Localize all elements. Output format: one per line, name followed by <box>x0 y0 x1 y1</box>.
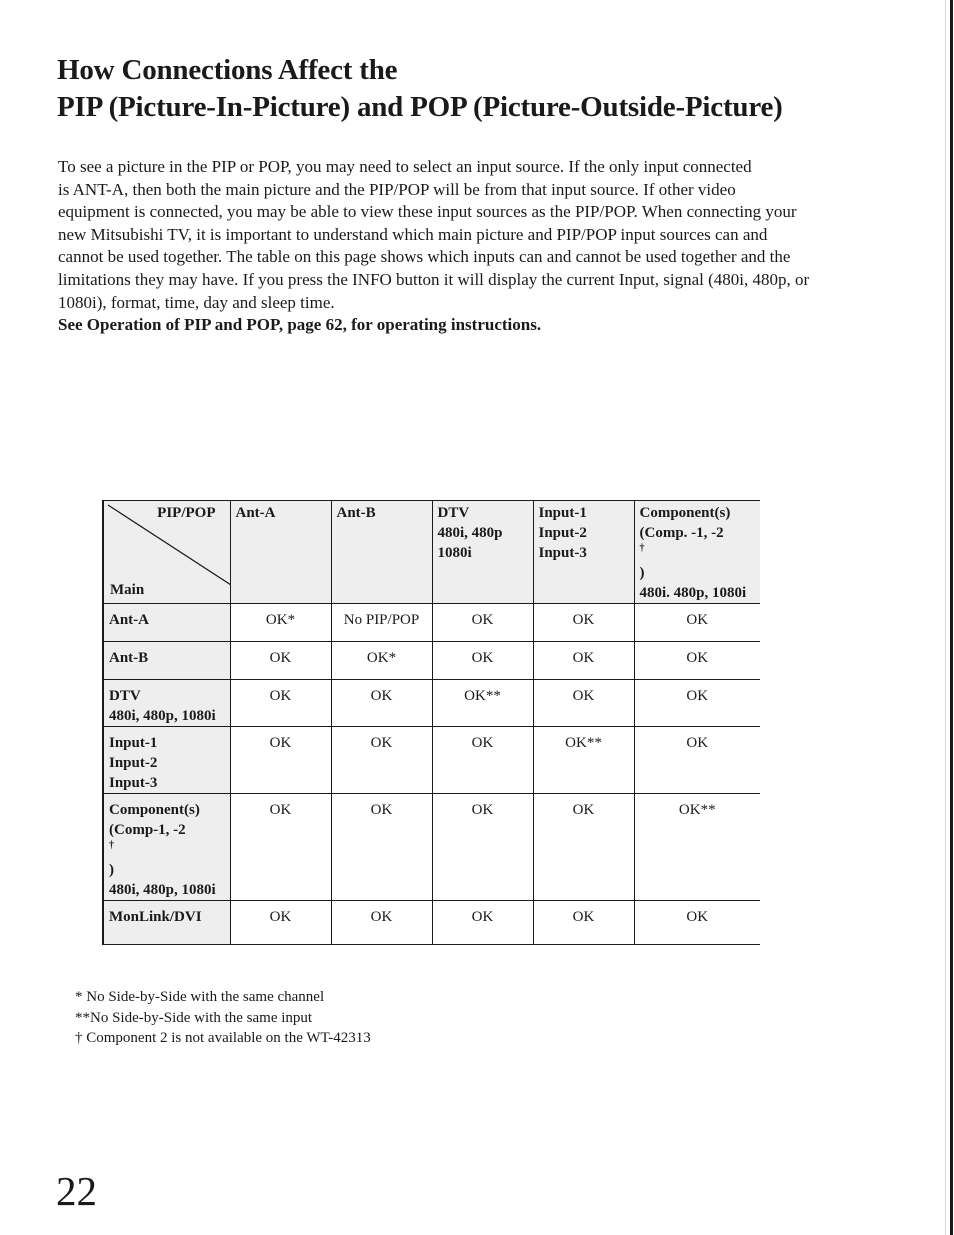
table-cell: OK <box>230 680 331 727</box>
table-corner-cell <box>103 501 230 604</box>
column-header-ant-b: Ant-B <box>331 501 432 604</box>
column-header-ant-a: Ant-A <box>230 501 331 604</box>
table-row <box>103 642 760 680</box>
row-header-ant-a: Ant-A <box>103 604 230 642</box>
table-cell: OK <box>230 727 331 794</box>
footnotes <box>75 987 371 1049</box>
page-edge-shadow <box>945 0 946 1235</box>
table-cell: OK <box>432 604 533 642</box>
page-edge-rule <box>950 0 953 1235</box>
table-cell: OK* <box>331 642 432 680</box>
intro-line: is ANT-A, then both the main picture and the PIP/POP will be from that input source. If other video <box>58 179 736 199</box>
intro-line: 1080i), format, time, day and sleep time. <box>58 292 335 312</box>
table-cell: OK <box>634 680 760 727</box>
row-header-components: Component(s) (Comp-1, -2 † ) 480i, 480p, 1080i <box>103 794 230 901</box>
table-cell: OK <box>533 680 634 727</box>
page-number: 22 <box>56 1168 97 1214</box>
table-cell: OK <box>432 727 533 794</box>
table-row <box>103 727 760 794</box>
row-header-dtv: DTV 480i, 480p, 1080i <box>103 680 230 727</box>
table-cell: OK <box>230 901 331 945</box>
footnote-double-asterisk: **No Side-by-Side with the same input <box>75 1009 313 1026</box>
intro-line: new Mitsubishi TV, it is important to understand which main picture and PIP/POP input sources can and <box>58 224 768 244</box>
page-title-line-2: PIP (Picture-In-Picture) and POP (Picture-Outside-Picture) <box>57 91 783 123</box>
page-title <box>57 52 783 126</box>
table-cell: OK <box>634 727 760 794</box>
intro-line: To see a picture in the PIP or POP, you may need to select an input source. If the only input connected <box>58 157 752 176</box>
table-cell: OK <box>331 680 432 727</box>
table-cell: OK <box>432 794 533 901</box>
table-cell: OK <box>331 901 432 945</box>
corner-main-label: Main <box>110 582 145 598</box>
table-cell: OK <box>331 794 432 901</box>
row-header-inputs: Input-1 Input-2 Input-3 <box>103 727 230 794</box>
table-row <box>103 604 760 642</box>
table-cell: OK <box>432 901 533 945</box>
row-header-ant-b: Ant-B <box>103 642 230 680</box>
pip-pop-compatibility-table <box>102 500 760 945</box>
table-cell: OK <box>331 727 432 794</box>
table-cell: OK <box>432 642 533 680</box>
table-cell: OK <box>634 604 760 642</box>
column-header-inputs: Input-1 Input-2 Input-3 <box>533 501 634 604</box>
table-cell: OK <box>533 604 634 642</box>
page-title-line-1: How Connections Affect the <box>57 54 398 86</box>
intro-reference-line: See Operation of PIP and POP, page 62, for operating instructions. <box>58 315 542 335</box>
table-header-row <box>103 501 760 604</box>
table-row <box>103 901 760 945</box>
table-cell: No PIP/POP <box>331 604 432 642</box>
table-cell: OK <box>230 794 331 901</box>
table-cell: OK <box>533 901 634 945</box>
intro-line: limitations they may have. If you press the INFO button it will display the current Input, signal (480i, 480p, or <box>58 269 810 289</box>
table-cell: OK* <box>230 604 331 642</box>
footnote-single-asterisk: * No Side-by-Side with the same channel <box>75 989 325 1005</box>
column-header-dtv: DTV 480i, 480p 1080i <box>432 501 533 604</box>
table-cell: OK <box>634 901 760 945</box>
intro-paragraph <box>58 156 908 337</box>
intro-line: cannot be used together. The table on this page shows which inputs can and cannot be used together and the <box>58 247 791 267</box>
footnote-dagger: † Component 2 is not available on the WT-42313 <box>75 1030 371 1046</box>
table-cell: OK <box>634 642 760 680</box>
intro-line: equipment is connected, you may be able to view these input sources as the PIP/POP. When connecting your <box>58 202 797 222</box>
column-header-components: Component(s) (Comp. -1, -2 † ) 480i. 480p, 1080i <box>634 501 760 604</box>
table-row <box>103 680 760 727</box>
table-cell: OK** <box>432 680 533 727</box>
table-cell: OK** <box>533 727 634 794</box>
row-header-monlink-dvi: MonLink/DVI <box>103 901 230 945</box>
table-row <box>103 794 760 901</box>
corner-pip-pop-label: PIP/POP <box>157 505 216 521</box>
table-cell: OK <box>230 642 331 680</box>
table-cell: OK** <box>634 794 760 901</box>
table-cell: OK <box>533 642 634 680</box>
table-cell: OK <box>533 794 634 901</box>
